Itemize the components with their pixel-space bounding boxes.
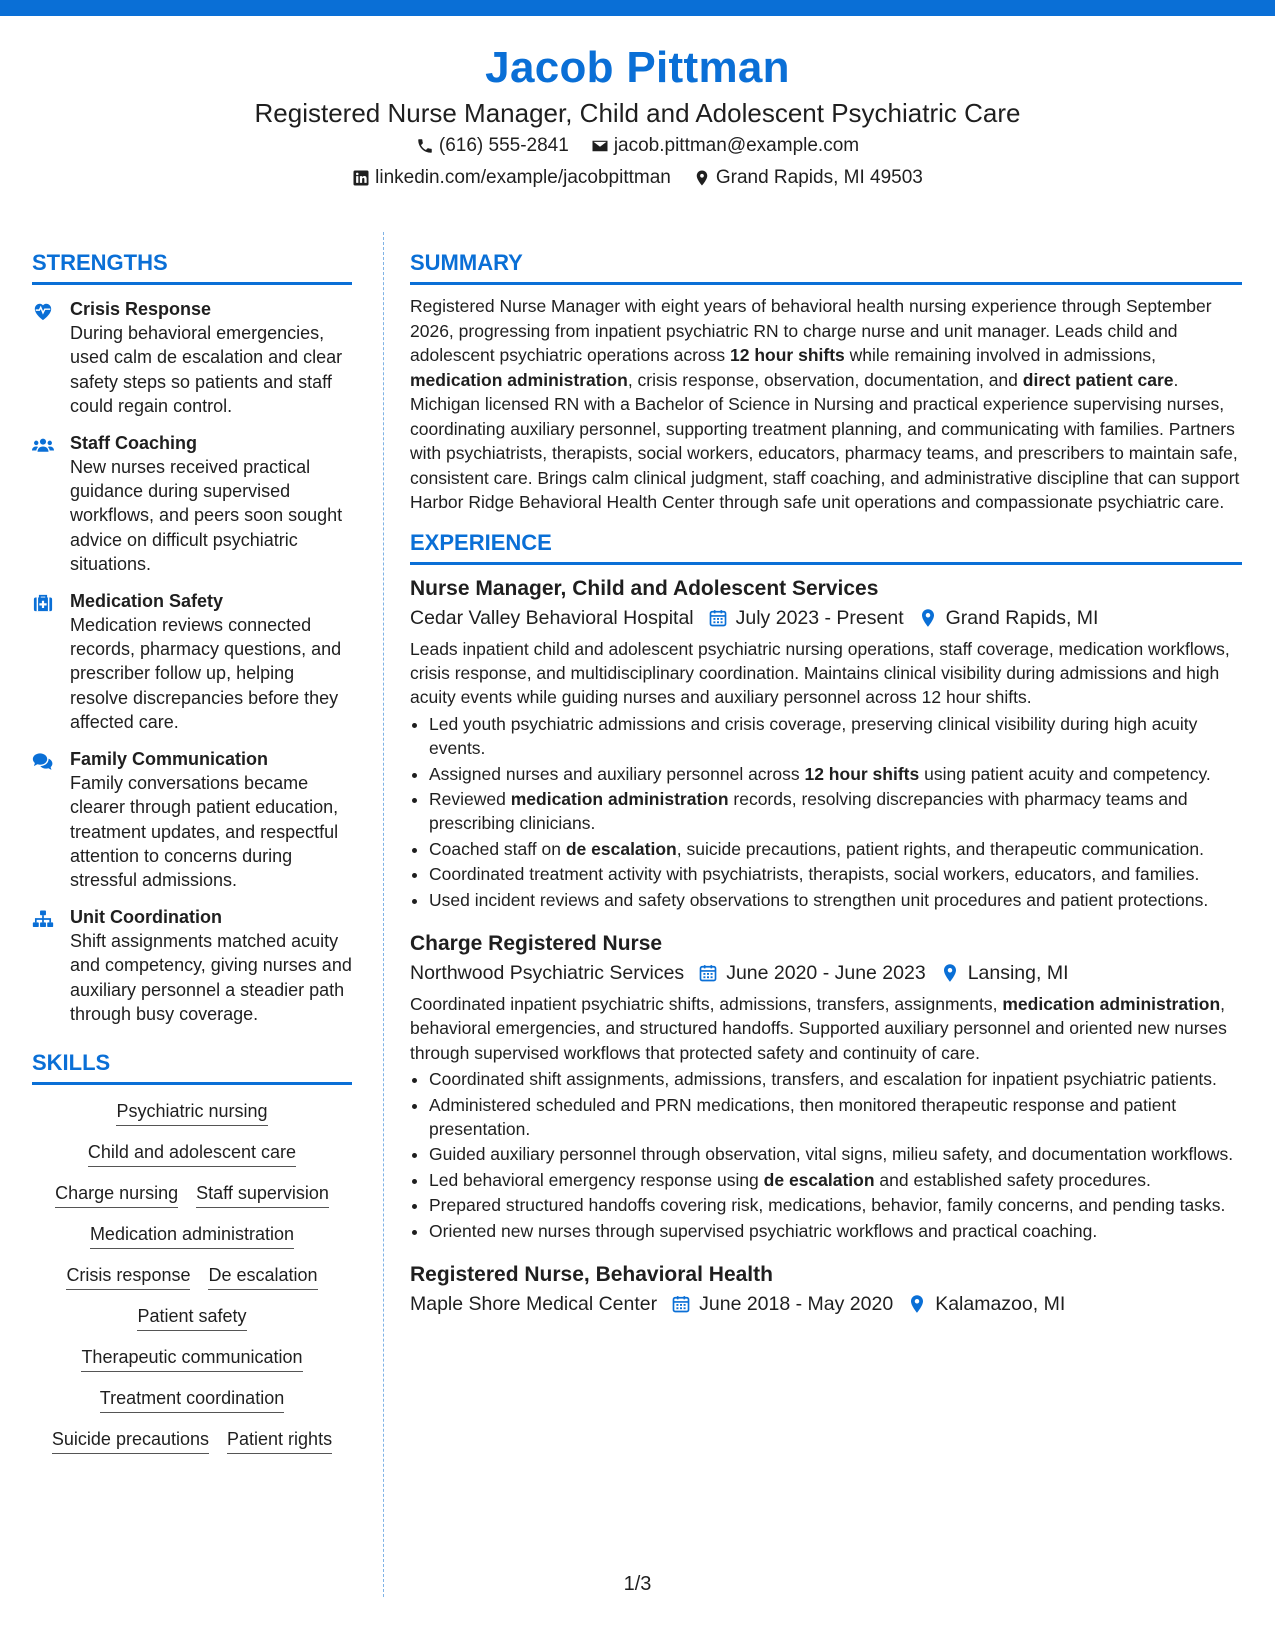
bullet-item [429, 1193, 1242, 1217]
candidate-name: Jacob Pittman [485, 43, 790, 92]
text-segment: , crisis response, observation, documentation, and [627, 369, 1023, 390]
skill-row [32, 1345, 352, 1372]
strength-body [70, 905, 352, 1027]
location-text: Grand Rapids, MI 49503 [715, 167, 923, 188]
skill-row [32, 1099, 352, 1126]
text-segment: Assigned nurses and auxiliary personnel across [429, 763, 805, 784]
company-name: Northwood Psychiatric Services [410, 961, 685, 984]
strength-description: New nurses received practical guidance during supervised workflows, and peers soon sought advice on difficult psychiatric situations. [70, 456, 343, 575]
job-dates: June 2018 - May 2020 [699, 1293, 894, 1316]
strength-item [32, 589, 352, 735]
company-name: Maple Shore Medical Center [410, 1293, 658, 1316]
skill-row [32, 1386, 352, 1413]
skill-row [32, 1181, 352, 1208]
calendar-icon-wrap [708, 608, 728, 628]
left-column [32, 248, 352, 1454]
calendar-icon [671, 1294, 691, 1314]
bold-keyword: 12 hour shifts [730, 345, 845, 365]
job-meta [410, 958, 1242, 988]
text-segment: using patient acuity and competency. [919, 763, 1211, 784]
strength-body [70, 297, 352, 419]
strength-title: Crisis Response [70, 299, 212, 319]
job-title: Charge Registered Nurse [410, 931, 663, 955]
text-segment: Coached staff on [429, 838, 566, 859]
page-number: 1/3 [623, 1573, 652, 1595]
skill-tag: Patient safety [137, 1304, 246, 1331]
calendar-icon-wrap [671, 1294, 691, 1314]
sitemap-icon [32, 905, 70, 1027]
text-segment: Leads inpatient child and adolescent psychiatric nursing operations, staff coverage, medication workflows, crisis response, and multidisciplinary coordination. Maintains clinical visibility during admissions and high acuity events while guiding nurses and auxiliary personnel across 12 hour shifts. [410, 638, 1230, 708]
bullet-item [429, 888, 1242, 912]
job-bullets [410, 712, 1242, 912]
bullet-item [429, 787, 1242, 836]
text-segment: Coordinated treatment activity with psychiatrists, therapists, social workers, educators, and families. [429, 864, 1200, 885]
company-name: Cedar Valley Behavioral Hospital [410, 606, 694, 629]
strength-body [70, 747, 352, 893]
text-segment: , suicide precautions, patient rights, and therapeutic communication. [676, 838, 1204, 859]
skill-tag: Therapeutic communication [81, 1345, 302, 1372]
summary-heading: SUMMARY [410, 248, 1242, 285]
text-segment: Registered Nurse Manager with eight years of behavioral health nursing experience through September 2026, progressing from inpatient psychiatric RN to charge nurse and unit manager. Leads child and adolescent psychiatric operations across [410, 296, 1212, 365]
bold-keyword: 12 hour shifts [804, 763, 920, 784]
job-description [410, 637, 1242, 710]
skill-row [32, 1427, 352, 1454]
heartbeat-icon [32, 297, 70, 419]
skill-tag: Child and adolescent care [88, 1140, 296, 1167]
strength-description: During behavioral emergencies, used calm de escalation and clear safety steps so patients and staff could regain control. [70, 323, 343, 417]
text-segment: records, resolving discrepancies with pharmacy teams and prescribing clinicians. [429, 788, 1188, 834]
strength-description: Family conversations became clearer through patient education, treatment updates, and respectful attention to concerns during stressful admissions. [70, 772, 339, 891]
map-marker-icon-wrap [940, 963, 960, 983]
skill-row [32, 1222, 352, 1249]
map-marker-icon [907, 1294, 927, 1314]
job-location: Lansing, MI [967, 961, 1069, 984]
contact-row-1 [0, 130, 1275, 162]
map-marker-icon-wrap [918, 608, 938, 628]
text-segment: Coordinated shift assignments, admissions, transfers, and escalation for inpatient psychiatric patients. [429, 1069, 1217, 1090]
bullet-item [429, 1219, 1242, 1243]
job-location: Grand Rapids, MI [945, 606, 1099, 629]
calendar-icon [698, 963, 718, 983]
text-segment: Oriented new nurses through supervised psychiatric workflows and practical coaching. [429, 1220, 1098, 1241]
map-marker-icon-wrap [907, 1294, 927, 1314]
comments-icon [32, 747, 70, 893]
map-marker-icon [940, 963, 960, 983]
job-bullets [410, 1067, 1242, 1243]
candidate-role: Registered Nurse Manager, Child and Adolescent Psychiatric Care [254, 98, 1021, 128]
top-accent-bar [0, 0, 1275, 16]
job-entry [410, 930, 1242, 1243]
strength-item [32, 297, 352, 419]
skill-row [32, 1304, 352, 1331]
text-segment: Prepared structured handoffs covering risk, medications, behavior, family concerns, and pending tasks. [429, 1195, 1226, 1216]
bullet-item [429, 712, 1242, 761]
job-entry [410, 1261, 1242, 1319]
strength-description: Shift assignments matched acuity and competency, giving nurses and auxiliary personnel a steadier path through busy coverage. [70, 930, 352, 1024]
linkedin-text: linkedin.com/example/jacobpittman [375, 167, 671, 188]
strength-title: Staff Coaching [70, 432, 198, 453]
strength-description: Medication reviews connected records, pharmacy questions, and prescriber follow up, helping resolve discrepancies before they affected care. [70, 614, 342, 733]
skills-list [32, 1099, 352, 1454]
skill-tag: Patient rights [227, 1427, 332, 1454]
job-meta [410, 603, 1242, 633]
skills-heading: SKILLS [32, 1048, 352, 1085]
text-segment: Guided auxiliary personnel through observation, vital signs, milieu safety, and documentation workflows. [429, 1144, 1234, 1165]
job-location: Kalamazoo, MI [935, 1293, 1066, 1316]
strength-title: Medication Safety [70, 590, 224, 611]
contact-row-2 [0, 162, 1275, 194]
bold-keyword: medication administration [510, 788, 729, 809]
bold-keyword: medication administration [1002, 993, 1221, 1014]
linkedin-icon [352, 169, 370, 187]
bold-keyword: medication administration [410, 369, 628, 390]
bullet-item [429, 1142, 1242, 1166]
bullet-item [429, 837, 1242, 861]
text-segment: Used incident reviews and safety observations to strengthen unit procedures and patient protections. [429, 889, 1209, 910]
users-icon [32, 431, 70, 577]
text-segment: Administered scheduled and PRN medications, then monitored therapeutic response and patient presentation. [429, 1094, 1177, 1139]
location-contact [693, 162, 923, 194]
job-dates: June 2020 - June 2023 [726, 961, 926, 984]
resume-header [0, 40, 1275, 194]
job-title: Registered Nurse, Behavioral Health [410, 1263, 773, 1287]
experience-heading: EXPERIENCE [410, 528, 1242, 565]
text-segment: Led behavioral emergency response using [429, 1169, 764, 1190]
strength-title: Unit Coordination [70, 906, 222, 927]
skill-row [32, 1263, 352, 1290]
text-segment: . Michigan licensed RN with a Bachelor of Science in Nursing and practical experience supervising nurses, coordinating auxiliary personnel, supporting treatment planning, and communicating with families. Partners with psychiatrists, therapists, social workers, educators, pharmacy teams, and prescribers to maintain safe, consistent care. Brings calm clinical judgment, staff coaching, and administrative discipline that can support Harbor Ridge Behavioral Health Center through safe unit operations and compassionate psychiatric care. [410, 369, 1240, 512]
strength-body [70, 431, 352, 577]
skill-tag: Suicide precautions [52, 1427, 209, 1454]
job-meta [410, 1289, 1242, 1319]
email-text: jacob.pittman@example.com [613, 135, 860, 156]
envelope-icon [591, 137, 609, 155]
job-description [410, 992, 1242, 1065]
strength-item [32, 905, 352, 1027]
job-title: Nurse Manager, Child and Adolescent Services [410, 576, 879, 600]
skill-tag: Staff supervision [196, 1181, 329, 1208]
summary-text [410, 294, 1242, 515]
text-segment: and established safety procedures. [874, 1169, 1151, 1190]
skill-tag: De escalation [208, 1263, 317, 1290]
calendar-icon [708, 608, 728, 628]
text-segment: , behavioral emergencies, and structured handoffs. Supported auxiliary personnel and oriented new nurses through supervised workflows that protected safety and continuity of care. [410, 993, 1227, 1063]
strength-item [32, 431, 352, 577]
phone-icon [416, 137, 434, 155]
skill-tag: Treatment coordination [100, 1386, 284, 1413]
medkit-icon [32, 589, 70, 735]
jobs-list [410, 575, 1242, 1320]
skill-tag: Charge nursing [55, 1181, 178, 1208]
phone-text: (616) 555-2841 [438, 135, 569, 156]
text-segment: while remaining involved in admissions, [844, 345, 1157, 365]
strengths-heading: STRENGTHS [32, 248, 352, 285]
strength-title: Family Communication [70, 748, 269, 769]
bold-keyword: de escalation [565, 838, 677, 859]
phone-contact[interactable] [416, 130, 569, 162]
calendar-icon-wrap [698, 963, 718, 983]
bullet-item [429, 1168, 1242, 1192]
linkedin-contact[interactable] [352, 162, 671, 194]
skill-tag: Psychiatric nursing [116, 1099, 267, 1126]
bold-keyword: direct patient care [1022, 369, 1174, 390]
strength-item [32, 747, 352, 893]
skill-tag: Crisis response [66, 1263, 190, 1290]
strengths-list [32, 297, 352, 1026]
text-segment: Coordinated inpatient psychiatric shifts, admissions, transfers, assignments, [410, 993, 1003, 1014]
email-contact[interactable] [591, 130, 859, 162]
right-column [410, 248, 1242, 1319]
text-segment: Led youth psychiatric admissions and crisis coverage, preserving clinical visibility during high acuity events. [429, 713, 1198, 759]
map-marker-icon [918, 608, 938, 628]
bullet-item [429, 1067, 1242, 1091]
text-segment: Reviewed [429, 788, 511, 809]
bold-keyword: de escalation [763, 1169, 875, 1190]
skill-tag: Medication administration [90, 1222, 294, 1249]
job-dates: July 2023 - Present [735, 606, 904, 629]
job-entry [410, 575, 1242, 912]
bullet-item [429, 862, 1242, 886]
strength-body [70, 589, 352, 735]
skill-row [32, 1140, 352, 1167]
map-marker-icon [693, 169, 711, 187]
bullet-item [429, 762, 1242, 786]
column-divider [383, 232, 384, 1597]
bullet-item [429, 1093, 1242, 1142]
